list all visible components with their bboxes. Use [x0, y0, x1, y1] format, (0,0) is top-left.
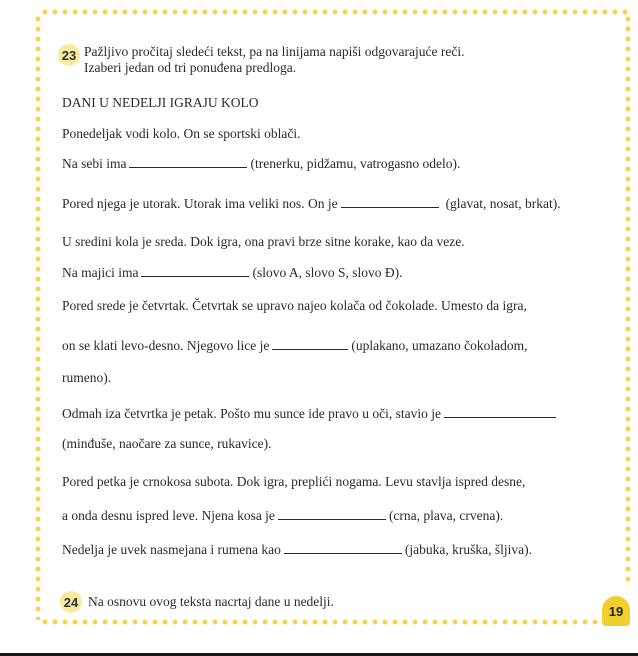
text-line: U sredini kola je sreda. Dok igra, ona pravi brze sitne korake, kao da veze.	[62, 234, 465, 249]
answer-blank[interactable]	[272, 338, 348, 350]
text-line	[62, 265, 403, 281]
choice-options: (trenerku, pidžamu, vatrogasno odelo).	[250, 156, 461, 171]
text-fragment: Na sebi ima	[62, 156, 127, 171]
text-line: (minđuše, naočare za sunce, rukavice).	[62, 436, 272, 451]
instruction-line-2: Izaberi jedan od tri ponuđena predloga.	[84, 60, 297, 75]
text-line: rumeno).	[62, 370, 112, 385]
text-line: Pored srede je četvrtak. Četvrtak se upravo najeo kolača od čokolade. Umesto da igra,	[62, 298, 527, 313]
choice-options: (crna, plava, crvena).	[388, 508, 504, 523]
text-line: Ponedeljak vodi kolo. On se sportski oblači.	[62, 126, 301, 141]
text-line	[62, 338, 528, 354]
right-dotted-border	[624, 14, 632, 586]
top-dotted-border	[40, 8, 632, 16]
story-title: DANI U NEDELJI IGRAJU KOLO	[62, 95, 259, 110]
text-fragment: Na majici ima	[62, 265, 139, 280]
instruction-line-1: Pažljivo pročitaj sledeći tekst, pa na linijama napiši odgovarajuće reči.	[84, 44, 465, 59]
task-number-badge: 23	[58, 44, 80, 66]
text-fragment: on se klati levo-desno. Njegovo lice je	[62, 338, 270, 353]
text-line	[62, 196, 561, 212]
answer-blank[interactable]	[444, 406, 556, 418]
answer-blank[interactable]	[278, 508, 386, 520]
text-line	[62, 508, 503, 524]
answer-blank[interactable]	[129, 156, 247, 168]
task-number-badge: 24	[60, 591, 82, 613]
text-fragment: Nedelja je uvek nasmejana i rumena kao	[62, 542, 281, 557]
task-instructions	[84, 44, 465, 76]
task-24-text: Na osnovu ovog teksta nacrtaj dane u nedelji.	[88, 594, 334, 609]
text-fragment: Odmah iza četvrtka je petak. Pošto mu sunce ide pravo u oči, stavio je	[62, 406, 442, 421]
choice-options: (glavat, nosat, brkat).	[445, 196, 561, 211]
bottom-dotted-border	[40, 618, 598, 626]
text-fragment: Pored njega je utorak. Utorak ima veliki nos. On je	[62, 196, 338, 211]
text-line: Pored petka je crnokosa subota. Dok igra, preplići nogama. Levu stavlja ispred desne,	[62, 474, 526, 489]
answer-blank[interactable]	[284, 542, 402, 554]
answer-blank[interactable]	[341, 196, 439, 208]
text-line	[62, 406, 559, 422]
choice-options: (uplakano, umazano čokoladom,	[351, 338, 528, 353]
choice-options: (slovo A, slovo S, slovo Đ).	[252, 265, 403, 280]
page-number-tab: 19	[602, 596, 630, 626]
choice-options: (jabuka, kruška, šljiva).	[404, 542, 533, 557]
left-dotted-border	[34, 14, 42, 620]
text-line	[62, 542, 532, 558]
text-line	[62, 156, 460, 172]
answer-blank[interactable]	[141, 265, 249, 277]
text-fragment: a onda desnu ispred leve. Njena kosa je	[62, 508, 275, 523]
